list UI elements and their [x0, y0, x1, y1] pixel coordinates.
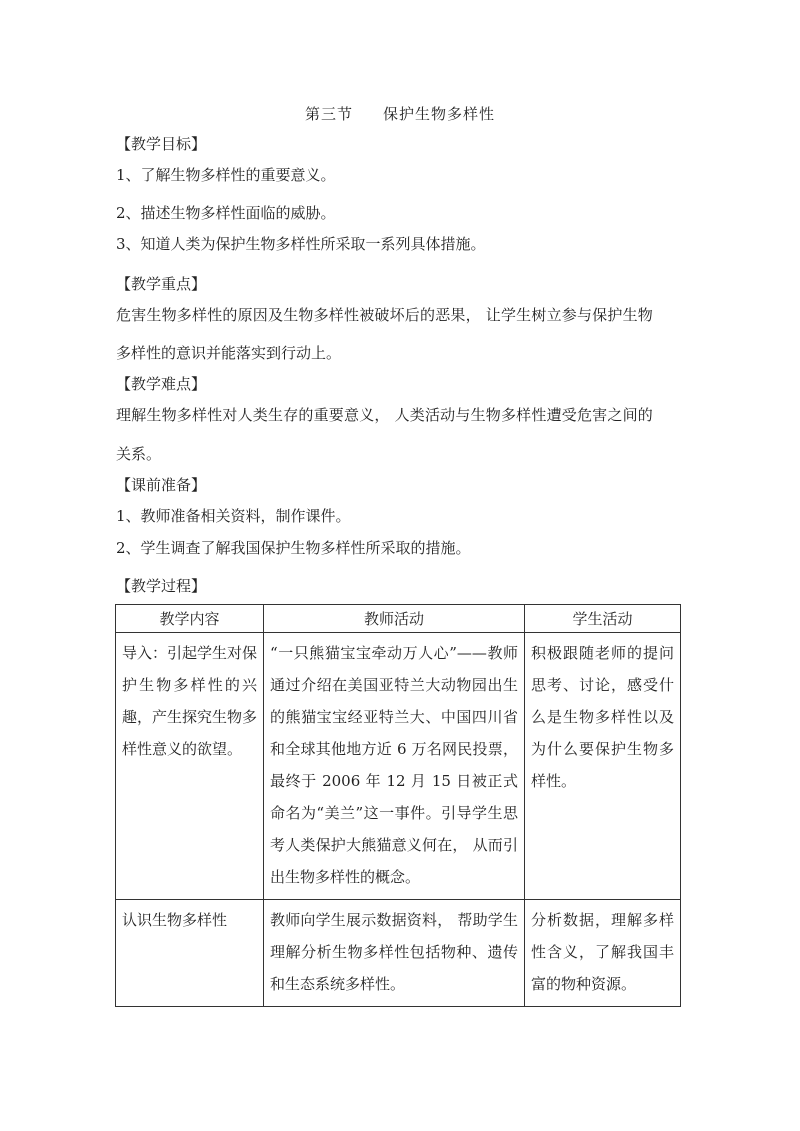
chapter-name: 保护生物多样性	[383, 105, 496, 123]
row-student-cell: 分析数据，理解多样性含义，了解我国丰富的物种资源。	[525, 900, 681, 1007]
row-teacher-cell: “一只熊猫宝宝牵动万人心”——教师通过介绍在美国亚特兰大动物园出生的熊猫宝宝经亚特兰大、中国四川省和全球其他地方近 6 万名网民投票，最终于 2006 年 12 月 15 日被正式命名为“美兰”这一事件。引导学生思考人类保护大熊猫意义何在， 从而引出生物多样性的概念。	[264, 633, 525, 900]
objectives-heading: 【教学目标】	[116, 135, 207, 153]
table-row	[116, 633, 681, 900]
preparation-item-1: 1、教师准备相关资料，制作课件。	[116, 507, 351, 525]
objective-item-2: 2、描述生物多样性面临的威胁。	[116, 204, 336, 222]
row-content-cell: 导入：引起学生对保护生物多样性的兴趣，产生探究生物多样性意义的欲望。	[116, 633, 264, 900]
objective-item-3: 3、知道人类为保护生物多样性所采取一系列具体措施。	[116, 235, 486, 253]
key-points-line-2: 多样性的意识并能落实到行动上。	[116, 344, 342, 362]
row-teacher-cell: 教师向学生展示数据资料， 帮助学生理解分析生物多样性包括物种、遗传和生态系统多样性。	[264, 900, 525, 1007]
column-header-content: 教学内容	[116, 605, 264, 633]
table-header-row	[116, 605, 681, 633]
preparation-item-2: 2、学生调查了解我国保护生物多样性所采取的措施。	[116, 539, 471, 557]
page-title	[0, 103, 800, 124]
row-content-cell: 认识生物多样性	[116, 900, 264, 1007]
table-row	[116, 900, 681, 1007]
column-header-teacher: 教师活动	[264, 605, 525, 633]
process-heading: 【教学过程】	[116, 577, 207, 595]
process-table	[115, 604, 681, 1007]
preparation-heading: 【课前准备】	[116, 476, 207, 494]
column-header-student: 学生活动	[525, 605, 681, 633]
difficulties-heading: 【教学难点】	[116, 375, 207, 393]
objective-item-1: 1、了解生物多样性的重要意义。	[116, 166, 336, 184]
chapter-number: 第三节	[304, 105, 353, 123]
difficulties-line-2: 关系。	[116, 445, 162, 463]
row-student-cell: 积极跟随老师的提问思考、讨论，感受什么是生物多样性以及为什么要保护生物多样性。	[525, 633, 681, 900]
difficulties-line-1: 理解生物多样性对人类生存的重要意义， 人类活动与生物多样性遭受危害之间的	[116, 406, 653, 424]
key-points-line-1: 危害生物多样性的原因及生物多样性被破坏后的恶果， 让学生树立参与保护生物	[116, 306, 653, 324]
key-points-heading: 【教学重点】	[116, 275, 207, 293]
